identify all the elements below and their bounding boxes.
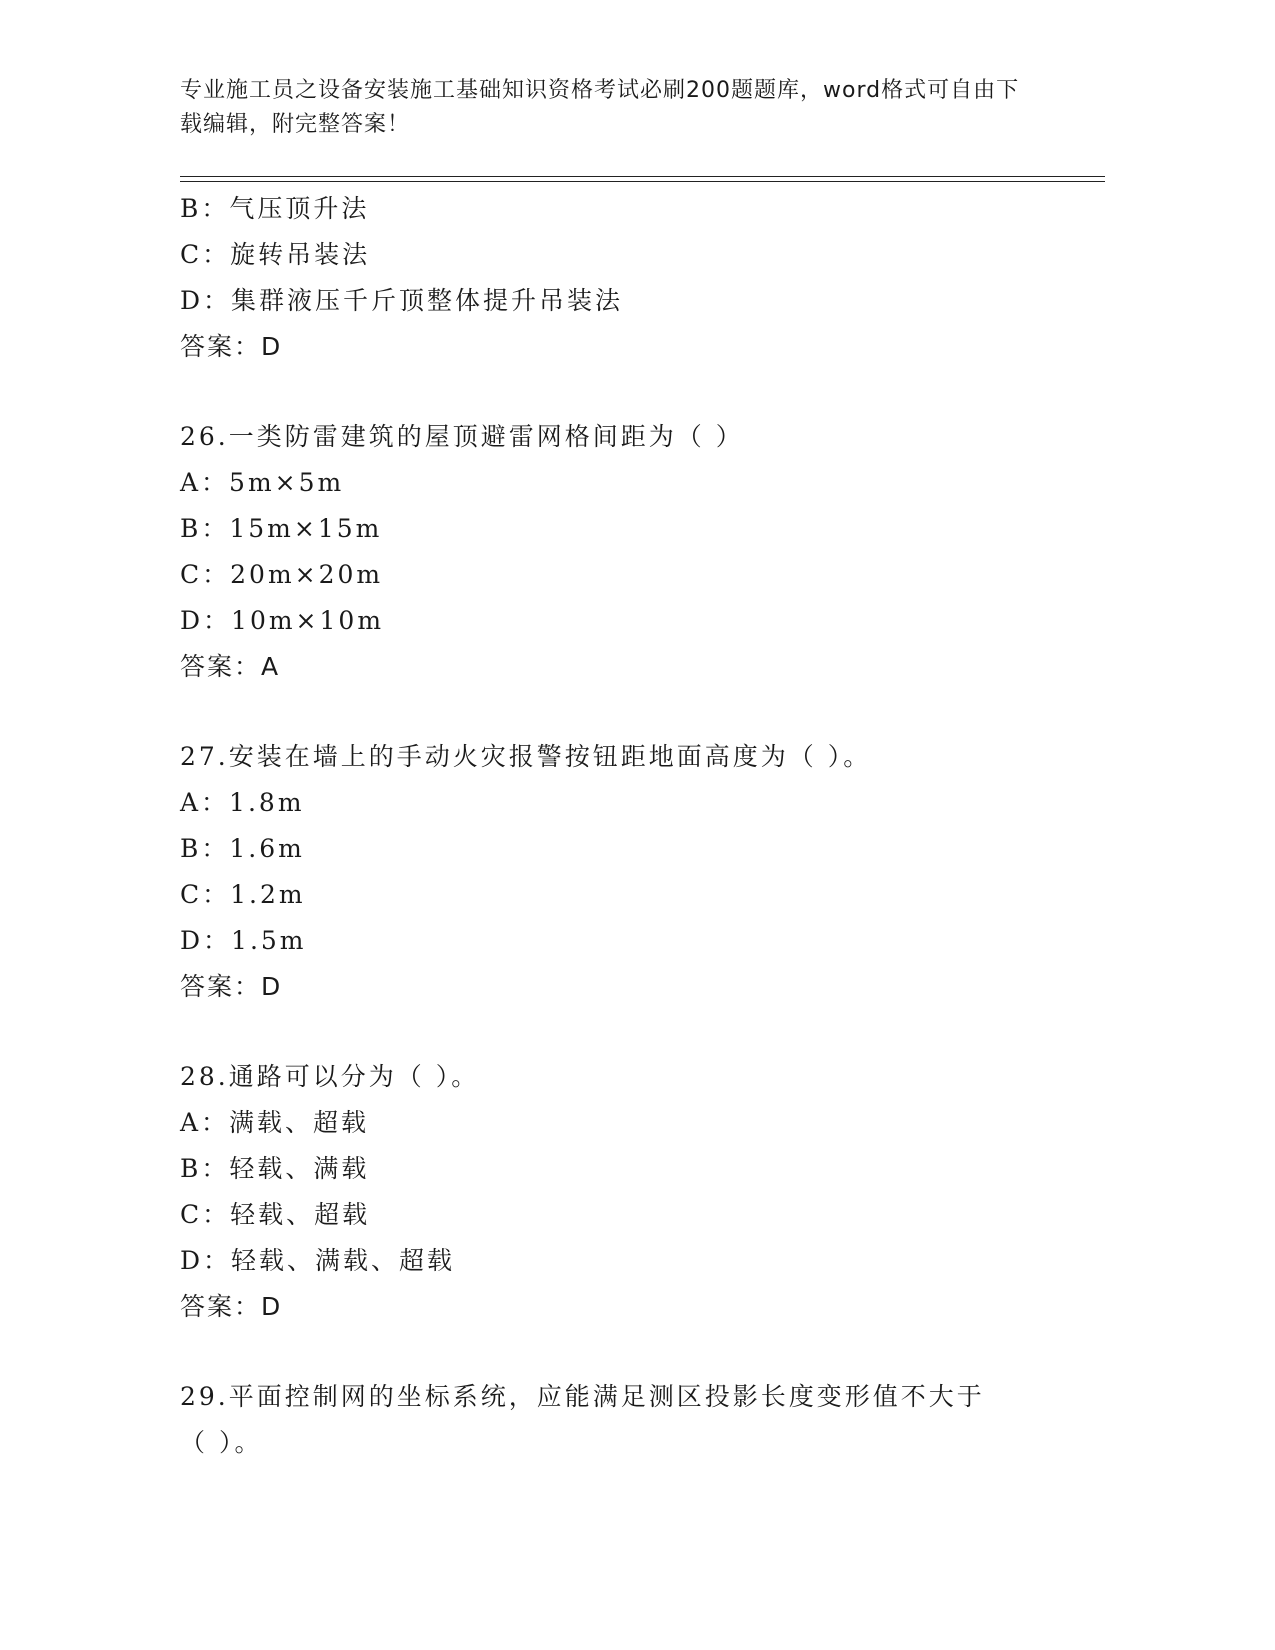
answer-line: 答案：D bbox=[180, 332, 283, 361]
spacer bbox=[180, 1010, 1040, 1054]
spacer bbox=[180, 690, 1040, 734]
option-c: C：轻载、超载 bbox=[180, 1200, 371, 1229]
document-header: 专业施工员之设备安装施工基础知识资格考试必刷200题题库，word格式可自由下载编辑，附完整答案！ bbox=[180, 78, 1020, 137]
question-text: 27.安装在墙上的手动火灾报警按钮距地面高度为（ ）。 bbox=[180, 742, 872, 771]
question-block-25 bbox=[180, 186, 1040, 370]
answer-line: 答案：D bbox=[180, 1292, 283, 1321]
option-c: C：旋转吊装法 bbox=[180, 240, 371, 269]
question-block-27 bbox=[180, 734, 1040, 1010]
option-c: C：1.2m bbox=[180, 880, 306, 909]
question-text: 29.平面控制网的坐标系统，应能满足测区投影长度变形值不大于（ ）。 bbox=[180, 1382, 985, 1457]
question-block-29 bbox=[180, 1374, 1040, 1466]
option-d: D：10m×10m bbox=[180, 606, 385, 635]
spacer bbox=[180, 370, 1040, 414]
option-d: D：轻载、满载、超载 bbox=[180, 1246, 456, 1275]
option-b: B：气压顶升法 bbox=[180, 194, 370, 223]
header-divider bbox=[180, 176, 1105, 182]
question-list bbox=[180, 186, 1040, 1466]
option-c: C：20m×20m bbox=[180, 560, 384, 589]
answer-line: 答案：A bbox=[180, 652, 281, 681]
option-b: B：1.6m bbox=[180, 834, 305, 863]
option-b: B：15m×15m bbox=[180, 514, 383, 543]
question-block-26 bbox=[180, 414, 1040, 690]
option-a: A：5m×5m bbox=[180, 468, 345, 497]
option-d: D：集群液压千斤顶整体提升吊装法 bbox=[180, 286, 624, 315]
option-a: A：满载、超载 bbox=[180, 1108, 370, 1137]
spacer bbox=[180, 1330, 1040, 1374]
option-d: D：1.5m bbox=[180, 926, 307, 955]
question-text: 26.一类防雷建筑的屋顶避雷网格间距为（ ） bbox=[180, 422, 744, 451]
option-b: B：轻载、满载 bbox=[180, 1154, 370, 1183]
question-block-28 bbox=[180, 1054, 1040, 1330]
question-text: 28.通路可以分为（ ）。 bbox=[180, 1062, 480, 1091]
option-a: A：1.8m bbox=[180, 788, 305, 817]
answer-line: 答案：D bbox=[180, 972, 283, 1001]
